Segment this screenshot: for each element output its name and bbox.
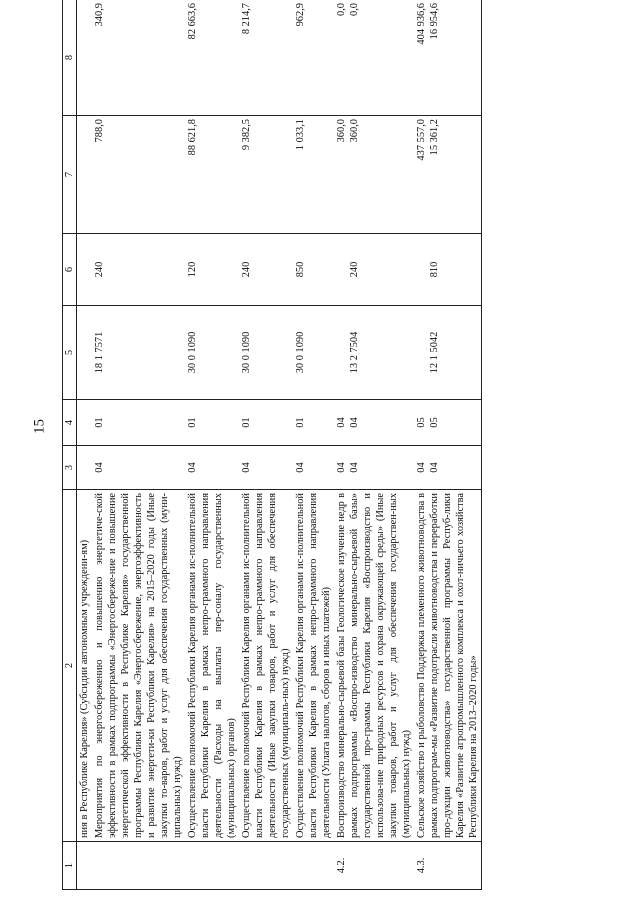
amount-fact-value: 82 663,6 — [187, 3, 198, 40]
amount-fact-value: 16 954,6 — [429, 3, 440, 40]
section-code-value: 04 — [336, 462, 347, 473]
amount-plan-cell — [239, 116, 293, 234]
amount-fact-cell — [293, 0, 334, 116]
section-code-value: 04 — [187, 462, 198, 473]
expense-type-value: 850 — [295, 261, 306, 278]
table-row — [293, 0, 334, 890]
subsection-code-cell — [414, 400, 482, 446]
budget-table-container — [62, 0, 640, 890]
amount-plan-value: 437 557,0 — [416, 119, 427, 161]
amount-plan-cell — [77, 116, 93, 234]
target-article-value: 12 1 5042 — [429, 331, 440, 374]
target-article-cell — [92, 306, 185, 400]
amount-fact-cell — [77, 0, 93, 116]
expense-type-value — [415, 237, 428, 302]
expense-type-cell — [239, 234, 293, 306]
table-row — [92, 0, 185, 890]
amount-plan-value: 15 361,2 — [429, 119, 440, 156]
col-header-2: 2 — [63, 490, 77, 842]
row-number-cell — [239, 842, 293, 890]
budget-table — [62, 0, 482, 890]
subsection-code-cell — [293, 400, 334, 446]
subsection-code-value: 05 — [416, 417, 427, 428]
target-article-cell — [414, 306, 482, 400]
row-number-cell — [185, 842, 239, 890]
section-code-value: 04 — [416, 462, 427, 473]
description-cell: ния в Республике Карелия» (Субсидии автономным учреждени-ям) — [77, 490, 93, 842]
description-cell: Осуществление полномочий Республики Карелия органами ис-полнительной власти Республики Карелия в рамках непро-граммного направления деятельности (Уплата налогов, сборов и иных платежей) — [293, 490, 334, 842]
description-cell: Осуществление полномочий Республики Карелия органами ис-полнительной власти Республики Карелия в рамках непро-граммного направления деятельности (Иные закупки товаров, работ и услуг для обеспечения государственных (муниципаль-ных) нужд) — [239, 490, 293, 842]
amount-fact-cell — [334, 0, 414, 116]
target-article-cell — [293, 306, 334, 400]
subsection-code-value: 01 — [94, 417, 105, 428]
target-article-value — [335, 309, 348, 396]
amount-fact-cell — [92, 0, 185, 116]
amount-fact-value: 404 936,6 — [416, 3, 427, 45]
target-article-value: 18 1 7571 — [94, 331, 105, 374]
subsection-code-value: 01 — [187, 417, 198, 428]
subsection-code-cell — [185, 400, 239, 446]
amount-plan-cell — [185, 116, 239, 234]
expense-type-cell — [334, 234, 414, 306]
col-header-1: 1 — [63, 842, 77, 890]
description-cell: Сельское хозяйство и рыболовство Поддержка племенного животноводства в рамках подпрограм-мы «Развитие подотрасли животноводства и переработки про-дукции животноводства» государственной программы Респуб-лики Карелия «Развитие агропромышленного комплекса и охот-ничьего хозяйства Республики Карелия на 2013–2020 годы» — [414, 490, 482, 842]
section-code-value: 04 — [429, 462, 440, 473]
target-article-value: 30 0 1090 — [295, 331, 306, 374]
section-code-cell — [185, 446, 239, 490]
col-header-6: 6 — [63, 234, 77, 306]
subsection-code-value: 05 — [429, 417, 440, 428]
col-header-8: 8 — [63, 0, 77, 116]
amount-fact-value: 0,0 — [336, 3, 347, 16]
subsection-code-value: 04 — [349, 417, 360, 428]
section-code-cell — [334, 446, 414, 490]
section-code-value: 04 — [349, 462, 360, 473]
expense-type-value: 240 — [94, 261, 105, 278]
target-article-value — [415, 309, 428, 396]
amount-fact-cell — [239, 0, 293, 116]
table-row — [334, 0, 414, 890]
row-number-cell — [77, 842, 93, 890]
description-cell: Воспроизводство минерально-сырьевой базы Геологическое изучение недр в рамках подпрограммы «Воспро-изводство минерально-сырьевой базы» государственной про-граммы Республики Карелия «Воспроизводство и использова-ние природных ресурсов и охрана окружающей среды» (Иные закупки товаров, работ и услуг для обеспечения государствен-ных (муниципальных) нужд) — [334, 490, 414, 842]
target-article-cell — [334, 306, 414, 400]
amount-fact-value: 962,9 — [295, 3, 306, 27]
expense-type-cell — [185, 234, 239, 306]
col-header-3: 3 — [63, 446, 77, 490]
amount-plan-value: 1 033,1 — [295, 119, 306, 151]
amount-plan-value: 788,0 — [94, 119, 105, 143]
amount-plan-cell — [293, 116, 334, 234]
target-article-value: 30 0 1090 — [241, 331, 252, 374]
target-article-value: 13 2 7504 — [349, 331, 360, 374]
amount-fact-value: 340,9 — [94, 3, 105, 27]
section-code-value: 04 — [295, 462, 306, 473]
amount-fact-value: 8 214,7 — [241, 3, 252, 35]
expense-type-value: 120 — [187, 261, 198, 278]
section-code-cell — [239, 446, 293, 490]
page-number: 15 — [31, 419, 48, 434]
rotated-page — [62, 0, 640, 905]
subsection-code-cell — [334, 400, 414, 446]
amount-plan-cell — [334, 116, 414, 234]
expense-type-cell — [92, 234, 185, 306]
expense-type-value: 240 — [241, 261, 252, 278]
subsection-code-cell — [239, 400, 293, 446]
section-code-cell — [92, 446, 185, 490]
expense-type-cell — [293, 234, 334, 306]
table-row — [185, 0, 239, 890]
expense-type-value: 810 — [429, 261, 440, 278]
section-code-cell — [414, 446, 482, 490]
target-article-cell — [185, 306, 239, 400]
expense-type-cell — [414, 234, 482, 306]
target-article-cell — [239, 306, 293, 400]
section-code-cell — [77, 446, 93, 490]
row-number-cell: 4.2. — [334, 842, 414, 890]
header-row — [63, 0, 77, 890]
section-code-value: 04 — [241, 462, 252, 473]
subsection-code-cell — [92, 400, 185, 446]
row-number-cell — [293, 842, 334, 890]
expense-type-value — [335, 237, 348, 302]
table-row — [77, 0, 93, 890]
amount-plan-value: 360,0 — [336, 119, 347, 143]
table-row — [239, 0, 293, 890]
expense-type-cell — [77, 234, 93, 306]
section-code-value: 04 — [94, 462, 105, 473]
col-header-5: 5 — [63, 306, 77, 400]
amount-plan-value: 9 382,5 — [241, 119, 252, 151]
amount-plan-cell — [414, 116, 482, 234]
subsection-code-cell — [77, 400, 93, 446]
amount-plan-value: 360,0 — [349, 119, 360, 143]
target-article-cell — [77, 306, 93, 400]
subsection-code-value: 04 — [336, 417, 347, 428]
description-cell: Осуществление полномочий Республики Карелия органами ис-полнительной власти Республики Карелия в рамках непро-граммного направления деятельности (Расходы на выплаты пер-соналу государственных (муниципальных) органов) — [185, 490, 239, 842]
amount-plan-value: 88 621,8 — [187, 119, 198, 156]
target-article-value: 30 0 1090 — [187, 331, 198, 374]
col-header-7: 7 — [63, 116, 77, 234]
col-header-4: 4 — [63, 400, 77, 446]
amount-plan-cell — [92, 116, 185, 234]
table-row — [414, 0, 482, 890]
row-number-cell: 4.3. — [414, 842, 482, 890]
section-code-cell — [293, 446, 334, 490]
amount-fact-value: 0,0 — [349, 3, 360, 16]
description-cell: Мероприятия по энергосбережению и повышению энергетиче-ской эффективности в рамках подпрограммы «Энергосбереже-ние и повышение энергетической эффективности в Республике Карелия» государственной программы Республики Карелия «Энергосбережение, энергоэффективность и развитие энергети-ки Республики Карелия» на 2015–2020 годы (Иные закупки то-варов, работ и услуг для обеспечения государственных (муни-ципальных) нужд) — [92, 490, 185, 842]
row-number-cell — [92, 842, 185, 890]
amount-fact-cell — [414, 0, 482, 116]
expense-type-value: 240 — [349, 261, 360, 278]
subsection-code-value: 01 — [295, 417, 306, 428]
subsection-code-value: 01 — [241, 417, 252, 428]
amount-fact-cell — [185, 0, 239, 116]
